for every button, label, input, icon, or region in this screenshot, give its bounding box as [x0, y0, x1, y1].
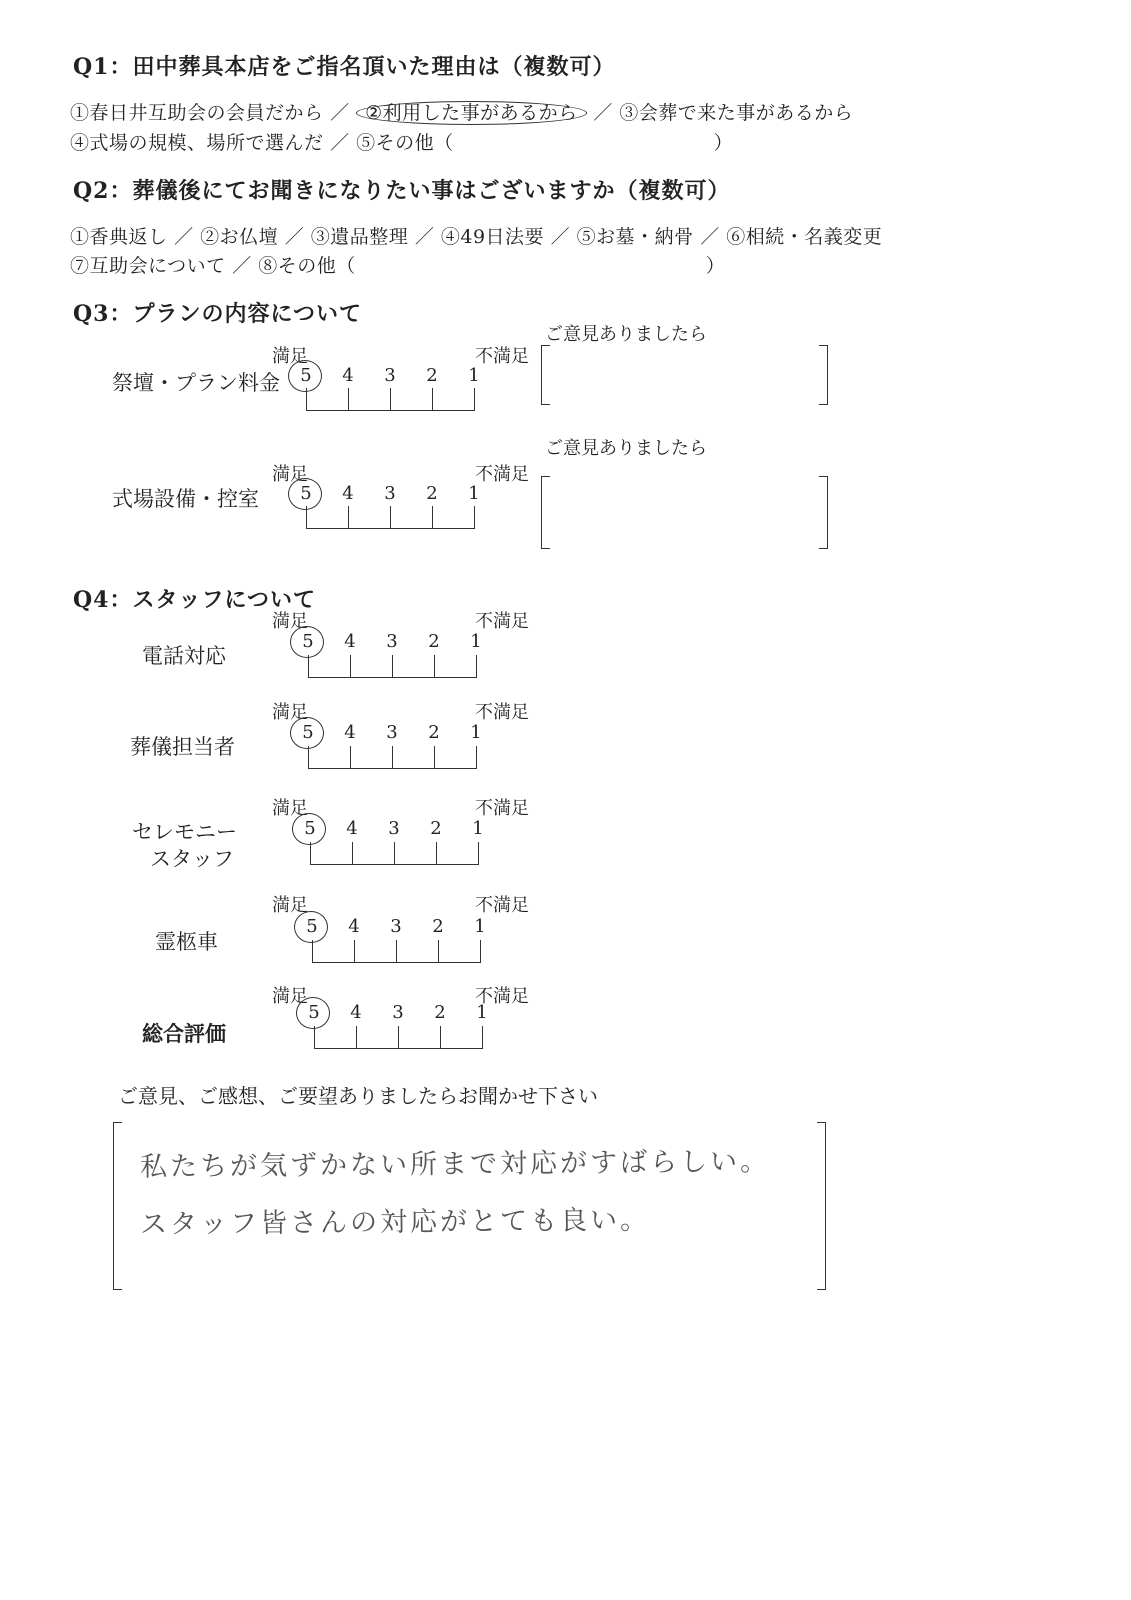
scale-3[interactable]: 3	[390, 916, 402, 937]
rating-label-line2: スタッフ	[150, 847, 234, 871]
scale-3[interactable]: 3	[384, 483, 396, 504]
satisfied-label: 満足	[272, 702, 308, 723]
tick	[350, 655, 351, 677]
scale-4[interactable]: 4	[346, 818, 358, 839]
scale-4[interactable]: 4	[342, 483, 354, 504]
scale-3[interactable]: 3	[392, 1002, 404, 1023]
scale-3[interactable]: 3	[386, 722, 398, 743]
tick	[476, 655, 477, 677]
bracket-right	[819, 345, 828, 405]
scale-2[interactable]: 2	[428, 631, 440, 652]
q3-title: Q3：プランの内容について	[73, 301, 363, 327]
q1-title: Q1：田中葬具本店をご指名頂いた理由は（複数可）	[73, 54, 616, 80]
q1-option-4[interactable]: ④式場の規模、場所で選んだ	[70, 132, 324, 154]
unsatisfied-label: 不満足	[475, 798, 529, 819]
satisfied-label: 満足	[272, 611, 308, 632]
q2-option-3[interactable]: ③遺品整理	[310, 226, 409, 248]
scale-5[interactable]: 5	[302, 916, 322, 937]
q2-title: Q2：葬儀後にてお聞きになりたい事はございますか（複数可）	[73, 178, 731, 204]
tick	[398, 1026, 399, 1048]
tick	[348, 388, 349, 410]
q1-option-3[interactable]: ③会葬で来た事があるから	[619, 102, 854, 124]
tick	[314, 1026, 315, 1048]
tick	[440, 1026, 441, 1048]
tick	[434, 746, 435, 768]
scale-3[interactable]: 3	[386, 631, 398, 652]
scale-2[interactable]: 2	[432, 916, 444, 937]
q2-options-line2	[70, 251, 725, 278]
tick	[356, 1026, 357, 1048]
scale-5[interactable]: 5	[296, 365, 316, 386]
scale-4[interactable]: 4	[342, 365, 354, 386]
q2-option-5[interactable]: ⑤お墓・納骨	[576, 226, 694, 248]
scale-5[interactable]: 5	[298, 631, 318, 652]
rating-label: 電話対応	[142, 644, 226, 668]
unsatisfied-label: 不満足	[475, 464, 529, 485]
scale-baseline	[308, 768, 477, 769]
handwritten-comment-line1: 私たちが気ずかない所まで対応がすばらしい。	[139, 1146, 771, 1183]
q1-option-2-selected[interactable]: ②利用した事があるから	[356, 101, 587, 125]
separator: ／	[414, 226, 435, 248]
bracket-right	[817, 1122, 826, 1290]
satisfied-label: 満足	[272, 895, 308, 916]
tick	[482, 1026, 483, 1048]
comment-box[interactable]	[541, 476, 828, 549]
tick	[436, 842, 437, 864]
handwritten-comment-line2: スタッフ皆さんの対応がとても良い。	[139, 1204, 651, 1241]
scale-3[interactable]: 3	[384, 365, 396, 386]
tick	[392, 746, 393, 768]
tick	[350, 746, 351, 768]
tick	[306, 506, 307, 528]
q4-rating-ceremony-staff	[0, 790, 1131, 900]
rating-label: 祭壇・プラン料金	[112, 371, 280, 395]
scale-baseline	[312, 962, 481, 963]
q2-option-6[interactable]: ⑥相続・名義変更	[726, 226, 883, 248]
separator: ／	[330, 132, 350, 154]
q2-option-2[interactable]: ②お仏壇	[200, 226, 279, 248]
q1-option-5[interactable]: ⑤その他（	[356, 132, 454, 154]
tick	[306, 388, 307, 410]
tick	[474, 506, 475, 528]
unsatisfied-label: 不満足	[475, 986, 529, 1007]
comment-prompt: ご意見ありましたら	[545, 324, 707, 345]
satisfied-label: 満足	[272, 464, 308, 485]
scale-1[interactable]: 1	[468, 365, 480, 386]
scale-1[interactable]: 1	[472, 818, 484, 839]
comment-box[interactable]	[541, 345, 828, 405]
rating-label-line1: セレモニー	[132, 820, 237, 844]
close-paren: ）	[705, 255, 726, 277]
scale-baseline	[308, 677, 477, 678]
scale-baseline	[310, 864, 479, 865]
tick	[438, 940, 439, 962]
scale-baseline	[306, 410, 475, 411]
scale-baseline	[306, 528, 475, 529]
rating-label: 霊柩車	[155, 930, 218, 954]
tick	[308, 655, 309, 677]
comment-prompt: ご意見ありましたら	[545, 438, 707, 459]
satisfied-label: 満足	[272, 986, 308, 1007]
q1-options-line2	[70, 128, 733, 155]
scale-1[interactable]: 1	[476, 1002, 488, 1023]
bracket-left	[113, 1122, 122, 1290]
tick	[394, 842, 395, 864]
separator: ／	[593, 102, 613, 124]
bracket-right	[819, 476, 828, 549]
q1-options-line1	[70, 98, 853, 125]
separator: ／	[330, 102, 350, 124]
tick	[432, 388, 433, 410]
q3-rating-hall-facilities	[0, 438, 1131, 558]
tick	[392, 655, 393, 677]
q2-options-line1	[70, 222, 882, 249]
satisfied-label: 満足	[272, 346, 308, 367]
q4-title: Q4：スタッフについて	[73, 587, 317, 613]
q2-option-7[interactable]: ⑦互助会について	[70, 255, 226, 277]
scale-1[interactable]: 1	[474, 916, 486, 937]
tick	[348, 506, 349, 528]
scale-1[interactable]: 1	[468, 483, 480, 504]
tick	[432, 506, 433, 528]
rating-label: 総合評価	[142, 1021, 226, 1046]
rating-label: 葬儀担当者	[130, 735, 235, 759]
tick	[476, 746, 477, 768]
q2-option-4[interactable]: ④49日法要	[440, 226, 545, 248]
scale-2[interactable]: 2	[434, 1002, 446, 1023]
tick	[308, 746, 309, 768]
tick	[390, 506, 391, 528]
separator: ／	[700, 226, 720, 248]
scale-3[interactable]: 3	[388, 818, 400, 839]
scale-2[interactable]: 2	[430, 818, 442, 839]
tick	[474, 388, 475, 410]
tick	[352, 842, 353, 864]
tick	[480, 940, 481, 962]
unsatisfied-label: 不満足	[475, 346, 529, 367]
scale-2[interactable]: 2	[428, 722, 440, 743]
scale-1[interactable]: 1	[470, 631, 482, 652]
scale-2[interactable]: 2	[426, 365, 438, 386]
scale-5[interactable]: 5	[298, 722, 318, 743]
tick	[390, 388, 391, 410]
scale-5[interactable]: 5	[296, 483, 316, 504]
separator: ／	[550, 226, 571, 248]
scale-1[interactable]: 1	[470, 722, 482, 743]
scale-baseline	[314, 1048, 483, 1049]
q1-option-1[interactable]: ①春日井互助会の会員だから	[70, 102, 324, 124]
tick	[354, 940, 355, 962]
scale-4[interactable]: 4	[344, 722, 356, 743]
scale-4[interactable]: 4	[350, 1002, 362, 1023]
tick	[434, 655, 435, 677]
separator: ／	[174, 226, 194, 248]
unsatisfied-label: 不満足	[475, 895, 529, 916]
q4-rating-funeral-director	[0, 693, 1131, 803]
q4-rating-overall	[0, 978, 1131, 1088]
separator: ／	[284, 226, 305, 248]
bracket-left	[541, 345, 550, 405]
q3-rating-plan-price	[0, 324, 1131, 440]
feedback-prompt: ご意見、ご感想、ご要望ありましたらお聞かせ下さい	[118, 1084, 598, 1108]
rating-label: 式場設備・控室	[112, 487, 259, 511]
tick	[310, 842, 311, 864]
q2-option-1[interactable]: ①香典返し	[70, 226, 168, 248]
scale-4[interactable]: 4	[348, 916, 360, 937]
scale-4[interactable]: 4	[344, 631, 356, 652]
tick	[396, 940, 397, 962]
scale-2[interactable]: 2	[426, 483, 438, 504]
unsatisfied-label: 不満足	[475, 702, 529, 723]
scale-5[interactable]: 5	[304, 1002, 324, 1023]
satisfied-label: 満足	[272, 798, 308, 819]
scale-5[interactable]: 5	[300, 818, 320, 839]
tick	[478, 842, 479, 864]
separator: ／	[232, 255, 252, 277]
unsatisfied-label: 不満足	[475, 611, 529, 632]
close-paren: ）	[713, 132, 734, 154]
bracket-left	[541, 476, 550, 549]
q2-option-8[interactable]: ⑧その他（	[258, 255, 356, 277]
tick	[312, 940, 313, 962]
